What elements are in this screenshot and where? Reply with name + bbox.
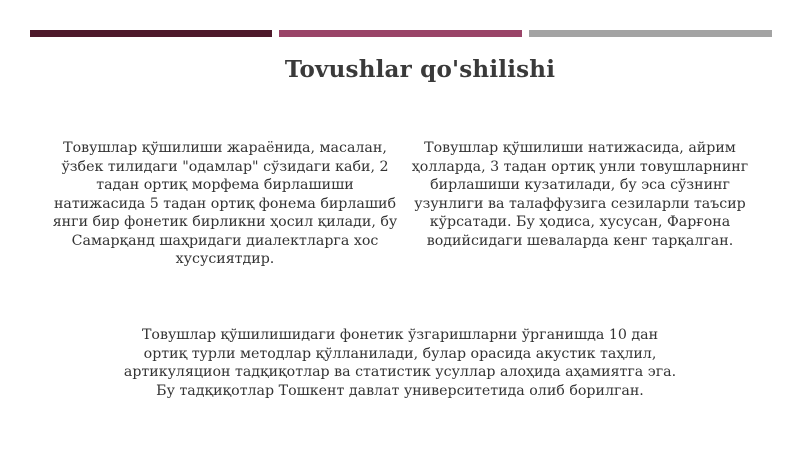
header-bar-magenta [279, 30, 522, 37]
text-block-right: Товушлар қўшилиши натижасида, айрим ҳолларда, 3 тадан ортиқ унли товушларнинг бирлашиши кузатилади, бу эса сўзнинг узунлиги ва талаффузига сезиларли таъсир кўрсатади. Бу ҳодиса, хусусан, Фарғона водийсидаги шеваларда кенг тарқалган. [411, 140, 749, 249]
header-bar-gray [529, 30, 772, 37]
slide-title: Tovushlar qo'shilishi [284, 56, 556, 83]
text-block-left: Товушлар қўшилиши жараёнида, масалан, ўзбек тилидаги "одамлар" сўзидаги каби, 2 тадан ортиқ морфема бирлашиши натижасида 5 тадан ортиқ фонема бирлашиб янги бир фонетик бирликни ҳосил қилади, бу Самарқанд шаҳридаги диалектларга хос хусусиятдир. [52, 140, 398, 267]
header-bar-dark [30, 30, 272, 37]
header-decoration-bars [30, 30, 772, 38]
text-block-bottom: Товушлар қўшилишидаги фонетик ўзгаришларни ўрганишда 10 дан ортиқ турли методлар қўлланилади, булар орасида акустик таҳлил, артикуляцион тадқиқотлар ва статистик усуллар алоҳида аҳамиятга эга. Бу тадқиқотлар Тошкент давлат университетида олиб борилган. [123, 327, 677, 399]
